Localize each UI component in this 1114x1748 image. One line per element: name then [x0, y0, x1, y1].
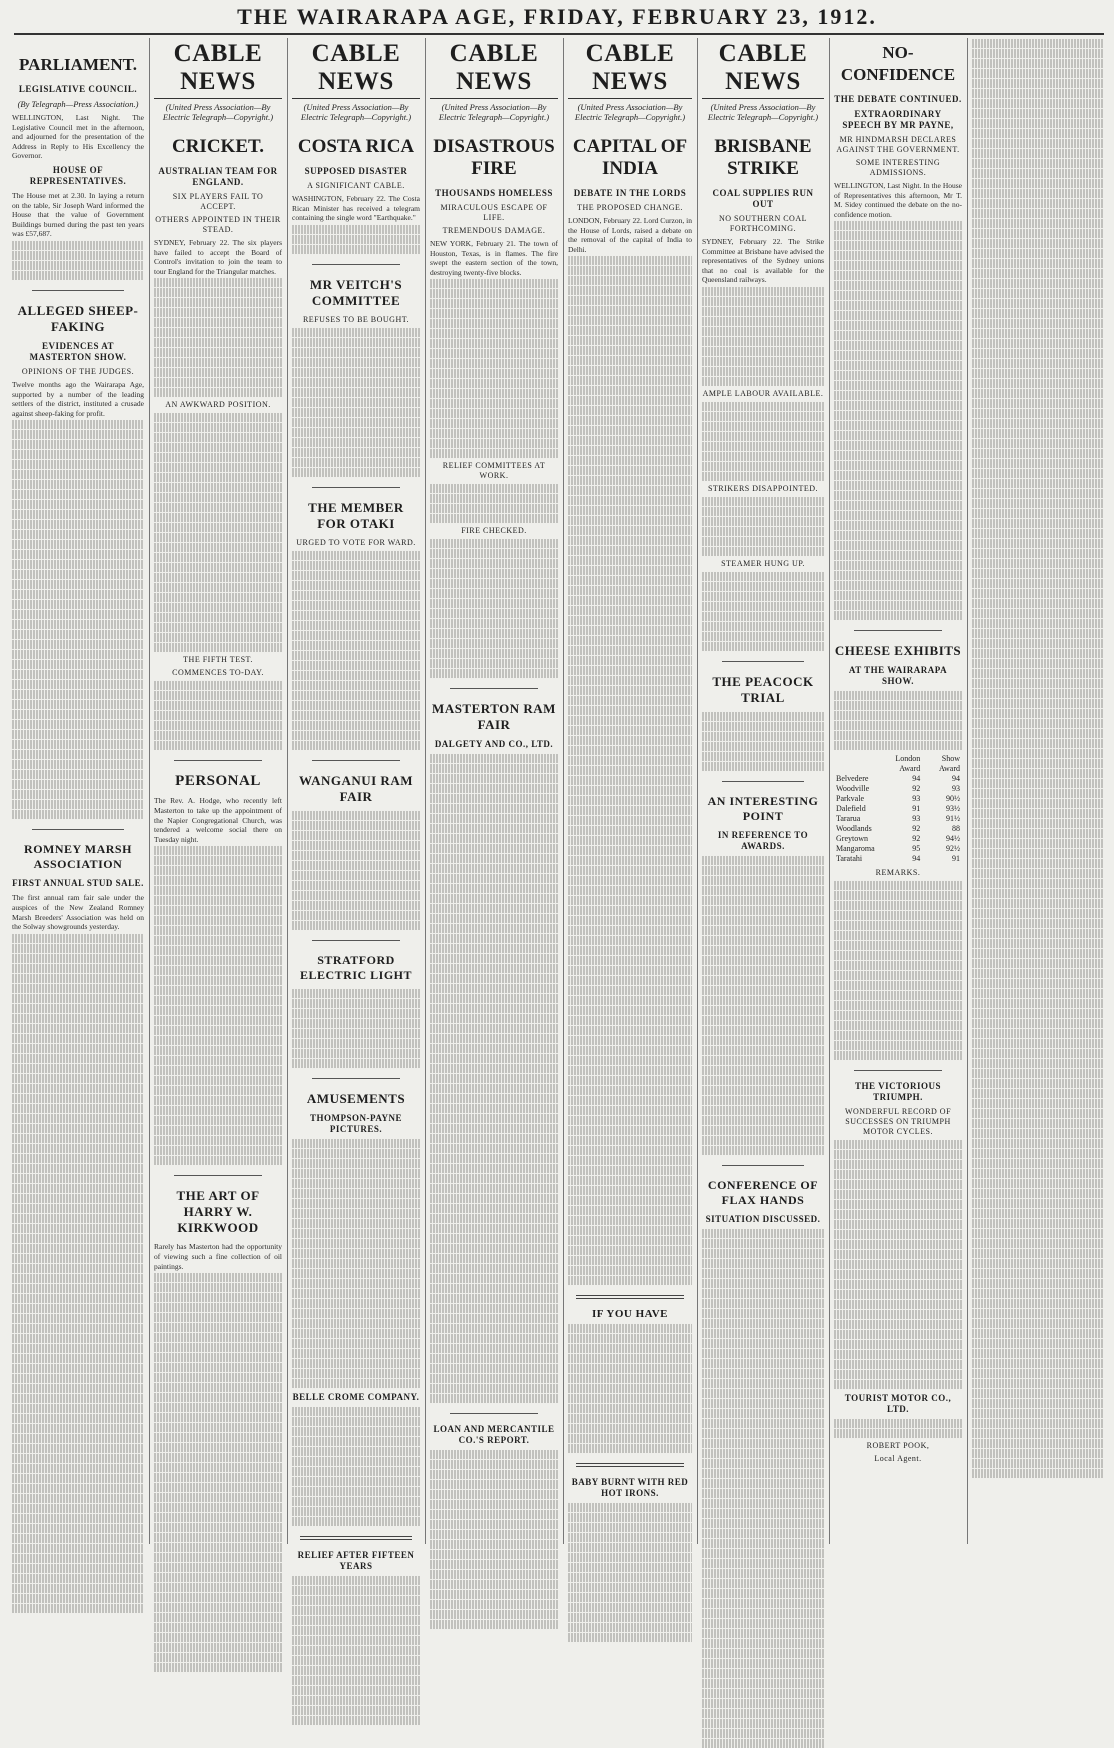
factory-name: Dalefield: [836, 804, 866, 814]
art-heading: THE ART OF HARRY W. KIRKWOOD: [176, 1188, 260, 1236]
otaki-heading: THE MEMBER FOR OTAKI: [308, 499, 404, 531]
cable-news-heading: CABLE NEWS: [430, 40, 558, 99]
veitch-heading: MR VEITCH'S COMMITTEE: [309, 276, 403, 308]
otaki-sub: URGED TO VOTE FOR WARD.: [296, 537, 416, 547]
personal-text: The Rev. A. Hodge, who recently left Masterton to take up the appointment of the Napier Congregational Church, was tendered a welcome social there on Tuesday night.: [154, 796, 282, 844]
loan-heading: LOAN AND MERCANTILE CO.'S REPORT.: [433, 1424, 555, 1446]
cable-news-heading: CABLE NEWS: [154, 40, 282, 99]
award-row: [834, 774, 962, 784]
fifth-test-heading: THE FIFTH TEST.: [183, 655, 253, 665]
legislative-council-heading: LEGISLATIVE COUNCIL.: [18, 84, 138, 94]
factory-name: Mangaroma: [836, 844, 875, 854]
ample-labour-heading: AMPLE LABOUR AVAILABLE.: [702, 388, 824, 398]
column-continuation: [968, 38, 1108, 1544]
fire-checked-heading: FIRE CHECKED.: [461, 526, 527, 536]
baby-burnt-heading: BABY BURNT WITH RED HOT IRONS.: [571, 1477, 689, 1499]
masthead-rule: [14, 33, 1104, 35]
column-cable-news-3: [426, 38, 562, 1544]
house-heading: HOUSE OF REPRESENTATIVES.: [29, 164, 127, 186]
award-row: [834, 854, 962, 864]
cheese-sub: AT THE WAIRARAPA SHOW.: [848, 665, 948, 687]
factory-name: Parkvale: [836, 794, 864, 804]
romney-sub: FIRST ANNUAL STUD SALE.: [12, 878, 144, 889]
dalgety-heading: DALGETY AND CO., LTD.: [434, 739, 554, 750]
brisbane-strike-heading: BRISBANE STRIKE: [714, 136, 812, 179]
relief-committees-heading: RELIEF COMMITTEES AT WORK.: [442, 461, 546, 481]
if-you-have-ad: IF YOU HAVE: [592, 1308, 668, 1321]
no-confidence-heading: NO-CONFIDENCE: [840, 43, 956, 84]
factory-name: Greytown: [836, 834, 868, 844]
show-award: 88: [952, 824, 960, 834]
fire-sub: THOUSANDS HOMELESS: [435, 188, 553, 198]
cable-credit: (United Press Association—By Electric Telegraph—Copyright.): [574, 102, 686, 122]
tourist-motor-heading: TOURIST MOTOR CO., LTD.: [844, 1393, 952, 1415]
show-award: 93: [952, 784, 960, 794]
disastrous-fire-heading: DISASTROUS FIRE: [433, 136, 555, 179]
brisbane-sub2: NO SOUTHERN COAL FORTHCOMING.: [719, 214, 807, 233]
cricket-heading: CRICKET.: [171, 136, 265, 157]
costa-text: WASHINGTON, February 22. The Costa Rican Minister has received a telegram containing the single word "Earthquake.": [292, 194, 420, 223]
london-award: 92: [912, 824, 921, 834]
london-award: 92: [912, 834, 921, 844]
stratford-heading: STRATFORD ELECTRIC LIGHT: [299, 952, 413, 982]
cable-credit: (United Press Association—By Electric Telegraph—Copyright.): [438, 102, 550, 122]
award-row: [834, 804, 962, 814]
costa-rica-heading: COSTA RICA: [297, 136, 415, 157]
sheep-sub: EVIDENCES AT MASTERTON SHOW.: [29, 340, 127, 362]
cheese-awards-table: [834, 754, 962, 864]
award-row: [834, 784, 962, 794]
capital-text: LONDON, February 22. Lord Curzon, in the House of Lords, raised a debate on the removal of the capital of India to Delhi.: [568, 216, 692, 254]
show-award: 90½: [946, 794, 960, 804]
brisbane-text: SYDNEY, February 22. The Strike Committee at Brisbane have advised the representatives of the Sydney unions that no coal is available for the Queensland railways.: [702, 237, 824, 285]
personal-heading: PERSONAL: [175, 773, 261, 790]
payne-sub: EXTRAORDINARY SPEECH BY MR PAYNE,: [842, 109, 954, 130]
house-text: The House met at 2.30. In laying a return on the table, Sir Joseph Ward informed the House that the value of Government Buildings burned during the past ten years was £57,687.: [12, 190, 144, 239]
parliament-heading: PARLIAMENT.: [19, 55, 137, 74]
costa-sub: SUPPOSED DISASTER: [304, 166, 408, 176]
council-text: WELLINGTON, Last Night. The Legislative Council met in the afternoon, and adjourned for the presentation of the Address in Reply to His Excellency the Governor.: [12, 113, 144, 161]
award-row: [834, 844, 962, 854]
column-cable-news-2: [288, 38, 424, 1571]
cable-news-heading: CABLE NEWS: [292, 40, 420, 99]
column-cable-news-4: [564, 38, 696, 1544]
show-award: 91½: [946, 814, 960, 824]
admissions-sub: SOME INTERESTING ADMISSIONS.: [855, 158, 941, 177]
cable-credit: (United Press Association—By Electric Telegraph—Copyright.): [162, 102, 274, 122]
robert-pook: ROBERT POOK,: [866, 1441, 930, 1451]
awkward-heading: AN AWKWARD POSITION.: [165, 400, 271, 410]
show-award: 94: [952, 774, 960, 784]
romney-text: The first annual ram fair sale under the auspices of the New Zealand Romney Marsh Breeders' Association was held on the Solway showgrounds yesterday.: [12, 893, 144, 932]
remarks-heading: REMARKS.: [875, 868, 921, 878]
amusements-heading: AMUSEMENTS: [306, 1090, 406, 1106]
factory-name: Tararua: [836, 814, 861, 824]
interesting-point-heading: AN INTERESTING POINT: [707, 793, 819, 823]
show-award: 93½: [946, 804, 960, 814]
masthead: THE WAIRARAPA AGE, FRIDAY, FEBRUARY 23, 1912.: [237, 4, 877, 29]
interesting-sub: IN REFERENCE TO AWARDS.: [717, 829, 809, 851]
ram-fair-heading: MASTERTON RAM FAIR: [432, 701, 556, 733]
costa-sub2: A SIGNIFICANT CABLE.: [307, 181, 405, 190]
hindmarsh-sub: MR HINDMARSH DECLARES AGAINST THE GOVERNMENT.: [836, 135, 960, 154]
capital-sub2: THE PROPOSED CHANGE.: [577, 203, 683, 212]
cricket-sub2: SIX PLAYERS FAIL TO ACCEPT.: [172, 192, 264, 211]
factory-name: Belvedere: [836, 774, 869, 784]
cable-news-heading: CABLE NEWS: [702, 40, 824, 99]
show-award: 91: [952, 854, 960, 864]
art-text: Rarely has Masterton had the opportunity of viewing such a fine collection of oil paintings.: [154, 1242, 282, 1271]
local-agent: Local Agent.: [874, 1454, 922, 1464]
london-award: 92: [912, 784, 921, 794]
award-row: [834, 834, 962, 844]
column-cable-news-1: [150, 38, 286, 1544]
award-row: [834, 824, 962, 834]
capital-india-heading: CAPITAL OF INDIA: [572, 136, 688, 179]
london-award: 94: [912, 854, 921, 864]
flax-sub: SITUATION DISCUSSED.: [705, 1213, 821, 1224]
award-row: [834, 814, 962, 824]
parliament-credit: (By Telegraph—Press Association.): [17, 99, 139, 109]
london-award: 94: [912, 774, 921, 784]
victorious-sub: WONDERFUL RECORD OF SUCCESSES ON TRIUMPH MOTOR CYCLES.: [844, 1107, 952, 1137]
fire-text: NEW YORK, February 21. The town of Houston, Texas, is in flames. The fire swept the eastern section of the town, destroying twenty-five blocks.: [430, 239, 558, 277]
cheese-heading: CHEESE EXHIBITS: [834, 643, 962, 659]
flax-heading: CONFERENCE OF FLAX HANDS: [707, 1177, 819, 1207]
column-parliament: [8, 38, 148, 1544]
column-cable-news-5: [698, 38, 828, 1544]
cable-news-heading: CABLE NEWS: [568, 40, 692, 99]
cable-credit: (United Press Association—By Electric Telegraph—Copyright.): [300, 102, 412, 122]
column-no-confidence: [830, 38, 966, 1544]
show-award: 94½: [946, 834, 960, 844]
cricket-sub: AUSTRALIAN TEAM FOR ENGLAND.: [158, 166, 278, 187]
sheep-sub2: OPINIONS OF THE JUDGES.: [21, 366, 135, 376]
fire-sub3: TREMENDOUS DAMAGE.: [442, 226, 546, 235]
debate-sub: THE DEBATE CONTINUED.: [834, 94, 962, 104]
brisbane-sub: COAL SUPPLIES RUN OUT: [712, 188, 814, 209]
london-award: 95: [912, 844, 921, 854]
no-confidence-text: WELLINGTON, Last Night. In the House of Representatives this afternoon, Mr T. M. Sidey continued the debate on the no-confidence motion.: [834, 181, 962, 219]
veitch-sub: REFUSES TO BE BOUGHT.: [302, 314, 410, 324]
amusements-sub: THOMPSON-PAYNE PICTURES.: [309, 1112, 402, 1134]
wanganui-heading: WANGANUI RAM FAIR: [299, 772, 413, 804]
capital-sub: DEBATE IN THE LORDS: [573, 188, 687, 198]
london-award: 91: [912, 804, 921, 814]
factory-name: Woodlands: [836, 824, 872, 834]
london-award: 93: [912, 794, 921, 804]
show-award-header: Show Award: [938, 754, 960, 774]
cable-credit: (United Press Association—By Electric Telegraph—Copyright.): [707, 102, 819, 122]
show-award: 92½: [946, 844, 960, 854]
london-award-header: London Award: [895, 754, 921, 774]
romney-heading: ROMNEY MARSH ASSOCIATION: [24, 842, 132, 872]
victorious-heading: THE VICTORIOUS TRIUMPH.: [855, 1081, 941, 1103]
steamer-heading: STEAMER HUNG UP.: [721, 558, 805, 568]
relief-ad-heading: RELIEF AFTER FIFTEEN YEARS: [297, 1549, 415, 1571]
sheep-faking-heading: ALLEGED SHEEP-FAKING: [17, 302, 139, 334]
cricket-sub3: OTHERS APPOINTED IN THEIR STEAD.: [155, 215, 281, 234]
sheep-text: Twelve months ago the Wairarapa Age, supported by a number of the leading settlers of the district, instituted a crusade against sheep-faking for profit.: [12, 379, 144, 418]
cricket-text: SYDNEY, February 22. The six players have failed to accept the Board of Control's invitation to join the team to tour England for the Triangular matches.: [154, 238, 282, 276]
belle-crome-heading: BELLE CROME COMPANY.: [292, 1391, 420, 1402]
fifth-test-sub: COMMENCES TO-DAY.: [172, 668, 264, 678]
award-row: [834, 794, 962, 804]
factory-name: Woodville: [836, 784, 870, 794]
london-award: 93: [912, 814, 921, 824]
peacock-heading: THE PEACOCK TRIAL: [712, 673, 814, 705]
factory-name: Taratahi: [836, 854, 863, 864]
strikers-heading: STRIKERS DISAPPOINTED.: [707, 483, 819, 493]
fire-sub2: MIRACULOUS ESCAPE OF LIFE.: [440, 203, 548, 222]
